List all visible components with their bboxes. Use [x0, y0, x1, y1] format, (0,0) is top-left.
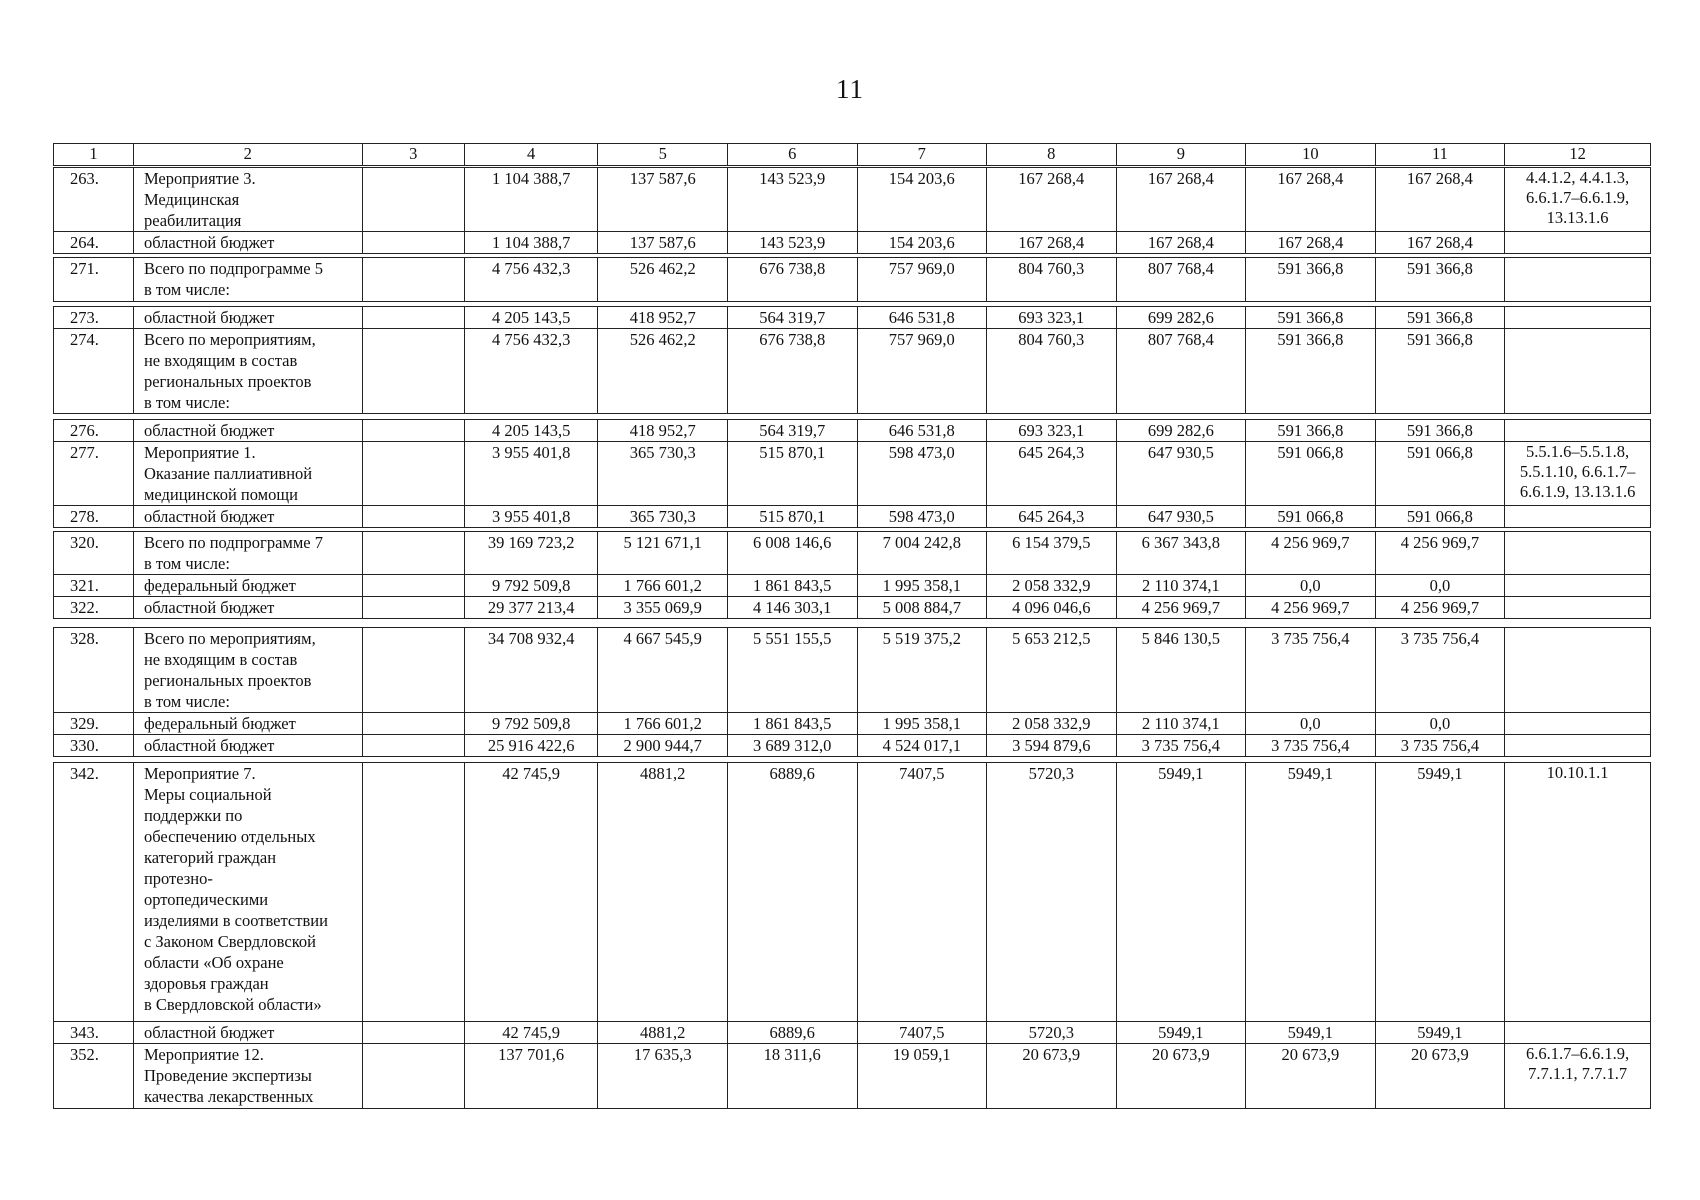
row-number: 278.	[54, 506, 134, 528]
row-number: 321.	[54, 575, 134, 597]
row-name	[133, 1044, 362, 1109]
value-cell: 154 203,6	[857, 168, 987, 232]
col3-cell	[362, 307, 464, 329]
row-name	[133, 532, 362, 575]
target-ref-cell	[1505, 329, 1651, 414]
value-cell: 9 792 509,8	[464, 713, 598, 735]
col3-cell	[362, 713, 464, 735]
row-name-line: Проведение экспертизы	[143, 1066, 312, 1085]
row-name-line: областной бюджет	[143, 598, 275, 617]
value-cell: 4 146 303,1	[727, 597, 857, 619]
table-block	[53, 419, 1651, 528]
col3-cell	[362, 628, 464, 713]
row-number: 276.	[54, 420, 134, 442]
table-row	[54, 258, 1651, 302]
value-cell: 804 760,3	[987, 258, 1117, 302]
row-name-line: Мероприятие 3.	[143, 169, 256, 188]
value-cell: 2 110 374,1	[1116, 575, 1246, 597]
target-ref-cell	[1505, 735, 1651, 757]
target-ref-cell	[1505, 168, 1651, 232]
value-cell: 645 264,3	[987, 442, 1117, 506]
value-cell: 0,0	[1246, 575, 1376, 597]
table-row	[54, 763, 1651, 1022]
row-name	[133, 597, 362, 619]
table-block	[53, 257, 1651, 302]
row-name	[133, 442, 362, 506]
col3-cell	[362, 232, 464, 254]
value-cell: 2 900 944,7	[598, 735, 728, 757]
column-header: 9	[1116, 144, 1246, 166]
table-row	[54, 420, 1651, 442]
target-ref-cell	[1505, 763, 1651, 1022]
value-cell: 4 667 545,9	[598, 628, 728, 713]
value-cell: 4 256 969,7	[1246, 597, 1376, 619]
column-header: 7	[857, 144, 987, 166]
table-row	[54, 232, 1651, 254]
row-name-line: категорий граждан	[143, 848, 277, 867]
row-name-line: ортопедическими	[143, 890, 269, 909]
value-cell: 34 708 932,4	[464, 628, 598, 713]
target-ref-cell	[1505, 628, 1651, 713]
value-cell: 20 673,9	[1246, 1044, 1376, 1109]
value-cell: 646 531,8	[857, 420, 987, 442]
table-block	[53, 167, 1651, 254]
col3-cell	[362, 329, 464, 414]
value-cell: 4 256 969,7	[1246, 532, 1376, 575]
value-cell: 6889,6	[727, 763, 857, 1022]
table-row	[54, 597, 1651, 619]
value-cell: 3 689 312,0	[727, 735, 857, 757]
value-cell: 0,0	[1375, 713, 1505, 735]
target-ref-cell	[1505, 532, 1651, 575]
column-header: 10	[1246, 144, 1376, 166]
table-block	[53, 627, 1651, 757]
value-cell: 418 952,7	[598, 420, 728, 442]
row-name-line: областной бюджет	[143, 233, 275, 252]
value-cell: 7 004 242,8	[857, 532, 987, 575]
value-cell: 515 870,1	[727, 506, 857, 528]
col3-cell	[362, 1044, 464, 1109]
table-row	[54, 713, 1651, 735]
row-name-line: поддержки по	[143, 806, 243, 825]
value-cell: 42 745,9	[464, 763, 598, 1022]
row-name-line: областной бюджет	[143, 308, 275, 327]
value-cell: 591 366,8	[1375, 307, 1505, 329]
value-cell: 5949,1	[1116, 1022, 1246, 1044]
value-cell: 7407,5	[857, 1022, 987, 1044]
value-cell: 526 462,2	[598, 258, 728, 302]
value-cell: 807 768,4	[1116, 258, 1246, 302]
value-cell: 693 323,1	[987, 307, 1117, 329]
value-cell: 167 268,4	[1246, 232, 1376, 254]
value-cell: 647 930,5	[1116, 506, 1246, 528]
row-name-line: изделиями в соответствии	[143, 911, 328, 930]
value-cell: 4 756 432,3	[464, 329, 598, 414]
row-name-line: Меры социальной	[143, 785, 272, 804]
value-cell: 167 268,4	[1116, 232, 1246, 254]
col3-cell	[362, 258, 464, 302]
value-cell: 4 256 969,7	[1375, 597, 1505, 619]
row-name	[133, 713, 362, 735]
value-cell: 154 203,6	[857, 232, 987, 254]
target-ref-cell	[1505, 232, 1651, 254]
column-header: 2	[133, 144, 362, 166]
row-number: 263.	[54, 168, 134, 232]
target-ref-cell	[1505, 597, 1651, 619]
value-cell: 418 952,7	[598, 307, 728, 329]
value-cell: 0,0	[1246, 713, 1376, 735]
table-block	[53, 306, 1651, 414]
value-cell: 757 969,0	[857, 258, 987, 302]
target-ref-cell	[1505, 307, 1651, 329]
value-cell: 2 110 374,1	[1116, 713, 1246, 735]
value-cell: 515 870,1	[727, 442, 857, 506]
value-cell: 591 066,8	[1246, 506, 1376, 528]
table-row	[54, 1022, 1651, 1044]
target-ref-cell	[1505, 1022, 1651, 1044]
value-cell: 167 268,4	[1116, 168, 1246, 232]
target-ref-cell	[1505, 506, 1651, 528]
row-name	[133, 1022, 362, 1044]
value-cell: 42 745,9	[464, 1022, 598, 1044]
value-cell: 137 701,6	[464, 1044, 598, 1109]
row-name	[133, 420, 362, 442]
table-row	[54, 1044, 1651, 1109]
page-number: 11	[836, 74, 864, 104]
value-cell: 699 282,6	[1116, 307, 1246, 329]
value-cell: 3 735 756,4	[1246, 735, 1376, 757]
value-cell: 591 066,8	[1375, 442, 1505, 506]
value-cell: 4 205 143,5	[464, 420, 598, 442]
table-row	[54, 442, 1651, 506]
value-cell: 4 096 046,6	[987, 597, 1117, 619]
value-cell: 6 008 146,6	[727, 532, 857, 575]
col3-cell	[362, 506, 464, 528]
value-cell: 4881,2	[598, 1022, 728, 1044]
row-number: 273.	[54, 307, 134, 329]
row-number: 274.	[54, 329, 134, 414]
table-row	[54, 307, 1651, 329]
target-ref-cell	[1505, 420, 1651, 442]
value-cell: 5 519 375,2	[857, 628, 987, 713]
value-cell: 2 058 332,9	[987, 713, 1117, 735]
value-cell: 5949,1	[1375, 763, 1505, 1022]
table-row	[54, 506, 1651, 528]
table-block	[53, 531, 1651, 619]
column-header: 8	[987, 144, 1117, 166]
value-cell: 4 205 143,5	[464, 307, 598, 329]
col3-cell	[362, 168, 464, 232]
row-name	[133, 329, 362, 414]
value-cell: 20 673,9	[987, 1044, 1117, 1109]
value-cell: 143 523,9	[727, 168, 857, 232]
value-cell: 3 735 756,4	[1375, 628, 1505, 713]
row-name-line: протезно-	[143, 869, 213, 888]
value-cell: 1 104 388,7	[464, 232, 598, 254]
row-name-line: не входящим в состав	[143, 650, 298, 669]
value-cell: 5 846 130,5	[1116, 628, 1246, 713]
value-cell: 5949,1	[1246, 1022, 1376, 1044]
row-name	[133, 735, 362, 757]
value-cell: 3 735 756,4	[1246, 628, 1376, 713]
value-cell: 3 735 756,4	[1375, 735, 1505, 757]
value-cell: 591 366,8	[1375, 258, 1505, 302]
col3-cell	[362, 735, 464, 757]
value-cell: 5949,1	[1116, 763, 1246, 1022]
value-cell: 1 861 843,5	[727, 575, 857, 597]
value-cell: 17 635,3	[598, 1044, 728, 1109]
value-cell: 9 792 509,8	[464, 575, 598, 597]
value-cell: 591 066,8	[1246, 442, 1376, 506]
row-name-line: реабилитация	[143, 211, 242, 230]
column-header: 1	[54, 144, 134, 166]
value-cell: 693 323,1	[987, 420, 1117, 442]
column-header-table	[53, 143, 1651, 166]
target-ref-line: 6.6.1.7–6.6.1.9,	[1526, 1044, 1630, 1063]
value-cell: 804 760,3	[987, 329, 1117, 414]
row-name	[133, 506, 362, 528]
col3-cell	[362, 763, 464, 1022]
value-cell: 591 366,8	[1246, 329, 1376, 414]
value-cell: 6 154 379,5	[987, 532, 1117, 575]
row-name-line: региональных проектов	[143, 671, 312, 690]
value-cell: 365 730,3	[598, 442, 728, 506]
value-cell: 676 738,8	[727, 258, 857, 302]
value-cell: 39 169 723,2	[464, 532, 598, 575]
value-cell: 5 551 155,5	[727, 628, 857, 713]
value-cell: 167 268,4	[1246, 168, 1376, 232]
value-cell: 1 766 601,2	[598, 713, 728, 735]
row-name	[133, 575, 362, 597]
row-name-line: Всего по подпрограмме 5	[143, 259, 323, 278]
value-cell: 591 366,8	[1375, 420, 1505, 442]
target-ref-cell	[1505, 1044, 1651, 1109]
value-cell: 591 366,8	[1375, 329, 1505, 414]
target-ref-cell	[1505, 575, 1651, 597]
value-cell: 167 268,4	[987, 232, 1117, 254]
row-name-line: областной бюджет	[143, 1023, 275, 1042]
value-cell: 6889,6	[727, 1022, 857, 1044]
row-name	[133, 258, 362, 302]
value-cell: 5 121 671,1	[598, 532, 728, 575]
row-name-line: в том числе:	[143, 393, 230, 412]
target-ref-line: 6.6.1.7–6.6.1.9,	[1526, 188, 1630, 207]
row-number: 343.	[54, 1022, 134, 1044]
target-ref-line: 4.4.1.2, 4.4.1.3,	[1526, 168, 1630, 187]
row-name	[133, 763, 362, 1022]
row-name	[133, 168, 362, 232]
value-cell: 526 462,2	[598, 329, 728, 414]
col3-cell	[362, 575, 464, 597]
row-name-line: в том числе:	[143, 692, 230, 711]
target-ref-line: 13.13.1.6	[1546, 208, 1609, 227]
value-cell: 4881,2	[598, 763, 728, 1022]
value-cell: 7407,5	[857, 763, 987, 1022]
table-block	[53, 762, 1651, 1044]
value-cell: 699 282,6	[1116, 420, 1246, 442]
row-name	[133, 628, 362, 713]
value-cell: 137 587,6	[598, 232, 728, 254]
row-name-line: не входящим в состав	[143, 351, 298, 370]
row-name-line: качества лекарственных	[143, 1087, 314, 1106]
value-cell: 5720,3	[987, 763, 1117, 1022]
row-number: 328.	[54, 628, 134, 713]
row-number: 330.	[54, 735, 134, 757]
value-cell: 645 264,3	[987, 506, 1117, 528]
target-ref-cell	[1505, 713, 1651, 735]
row-name-line: Медицинская	[143, 190, 240, 209]
value-cell: 19 059,1	[857, 1044, 987, 1109]
value-cell: 143 523,9	[727, 232, 857, 254]
target-ref-line: 6.6.1.9, 13.13.1.6	[1519, 482, 1636, 501]
value-cell: 4 256 969,7	[1116, 597, 1246, 619]
value-cell: 3 355 069,9	[598, 597, 728, 619]
table-row	[54, 329, 1651, 414]
row-name-line: областной бюджет	[143, 507, 275, 526]
row-name-line: Мероприятие 12.	[143, 1045, 264, 1064]
row-number: 329.	[54, 713, 134, 735]
target-ref-cell	[1505, 442, 1651, 506]
value-cell: 5949,1	[1375, 1022, 1505, 1044]
value-cell: 3 955 401,8	[464, 506, 598, 528]
col3-cell	[362, 597, 464, 619]
row-name	[133, 307, 362, 329]
row-number: 271.	[54, 258, 134, 302]
column-header: 6	[727, 144, 857, 166]
col3-cell	[362, 420, 464, 442]
value-cell: 5 653 212,5	[987, 628, 1117, 713]
value-cell: 137 587,6	[598, 168, 728, 232]
column-header: 4	[464, 144, 598, 166]
row-name-line: здоровья граждан	[143, 974, 269, 993]
value-cell: 1 861 843,5	[727, 713, 857, 735]
value-cell: 167 268,4	[987, 168, 1117, 232]
value-cell: 167 268,4	[1375, 232, 1505, 254]
value-cell: 5 008 884,7	[857, 597, 987, 619]
value-cell: 647 930,5	[1116, 442, 1246, 506]
value-cell: 564 319,7	[727, 420, 857, 442]
value-cell: 25 916 422,6	[464, 735, 598, 757]
row-name-line: Всего по мероприятиям,	[143, 629, 316, 648]
row-number: 342.	[54, 763, 134, 1022]
table-row	[54, 168, 1651, 232]
column-header: 11	[1375, 144, 1505, 166]
table-row	[54, 532, 1651, 575]
value-cell: 591 066,8	[1375, 506, 1505, 528]
row-name-line: области «Об охране	[143, 953, 284, 972]
col3-cell	[362, 532, 464, 575]
col3-cell	[362, 442, 464, 506]
value-cell: 757 969,0	[857, 329, 987, 414]
value-cell: 2 058 332,9	[987, 575, 1117, 597]
value-cell: 167 268,4	[1375, 168, 1505, 232]
row-name-line: Всего по подпрограмме 7	[143, 533, 323, 552]
row-name-line: федеральный бюджет	[143, 714, 296, 733]
value-cell: 591 366,8	[1246, 258, 1376, 302]
row-name-line: Всего по мероприятиям,	[143, 330, 316, 349]
value-cell: 0,0	[1375, 575, 1505, 597]
row-number: 352.	[54, 1044, 134, 1109]
value-cell: 29 377 213,4	[464, 597, 598, 619]
row-name	[133, 232, 362, 254]
value-cell: 4 524 017,1	[857, 735, 987, 757]
value-cell: 20 673,9	[1116, 1044, 1246, 1109]
table-row	[54, 628, 1651, 713]
value-cell: 5949,1	[1246, 763, 1376, 1022]
value-cell: 6 367 343,8	[1116, 532, 1246, 575]
row-number: 277.	[54, 442, 134, 506]
column-header: 3	[362, 144, 464, 166]
value-cell: 18 311,6	[727, 1044, 857, 1109]
value-cell: 3 955 401,8	[464, 442, 598, 506]
value-cell: 4 756 432,3	[464, 258, 598, 302]
value-cell: 598 473,0	[857, 506, 987, 528]
row-name-line: медицинской помощи	[143, 485, 298, 504]
target-ref-line: 5.5.1.6–5.5.1.8,	[1526, 442, 1630, 461]
row-name-line: федеральный бюджет	[143, 576, 296, 595]
table-row	[54, 575, 1651, 597]
value-cell: 1 995 358,1	[857, 713, 987, 735]
row-name-line: Оказание паллиативной	[143, 464, 313, 483]
table-row	[54, 735, 1651, 757]
row-name-line: региональных проектов	[143, 372, 312, 391]
row-name-line: в том числе:	[143, 554, 230, 573]
row-name-line: Мероприятие 1.	[143, 443, 256, 462]
row-name-line: Мероприятие 7.	[143, 764, 256, 783]
value-cell: 1 104 388,7	[464, 168, 598, 232]
row-name-line: областной бюджет	[143, 736, 275, 755]
row-number: 320.	[54, 532, 134, 575]
column-header: 5	[598, 144, 728, 166]
target-ref-line: 5.5.1.10, 6.6.1.7–	[1519, 462, 1636, 481]
value-cell: 3 735 756,4	[1116, 735, 1246, 757]
value-cell: 5720,3	[987, 1022, 1117, 1044]
row-name-line: в том числе:	[143, 280, 230, 299]
row-number: 264.	[54, 232, 134, 254]
value-cell: 1 766 601,2	[598, 575, 728, 597]
value-cell: 564 319,7	[727, 307, 857, 329]
target-ref-line: 7.7.1.1, 7.7.1.7	[1528, 1064, 1628, 1083]
value-cell: 591 366,8	[1246, 420, 1376, 442]
target-ref-line: 10.10.1.1	[1546, 763, 1609, 782]
value-cell: 365 730,3	[598, 506, 728, 528]
row-name-line: в Свердловской области»	[143, 995, 322, 1014]
value-cell: 3 594 879,6	[987, 735, 1117, 757]
value-cell: 1 995 358,1	[857, 575, 987, 597]
row-name-line: обеспечению отдельных	[143, 827, 316, 846]
row-number: 322.	[54, 597, 134, 619]
value-cell: 20 673,9	[1375, 1044, 1505, 1109]
col3-cell	[362, 1022, 464, 1044]
row-name-line: областной бюджет	[143, 421, 275, 440]
value-cell: 676 738,8	[727, 329, 857, 414]
column-header: 12	[1505, 144, 1651, 166]
value-cell: 807 768,4	[1116, 329, 1246, 414]
table-block	[53, 1043, 1651, 1109]
target-ref-cell	[1505, 258, 1651, 302]
row-name-line: с Законом Свердловской	[143, 932, 316, 951]
column-header-row	[54, 144, 1651, 166]
value-cell: 598 473,0	[857, 442, 987, 506]
value-cell: 4 256 969,7	[1375, 532, 1505, 575]
value-cell: 591 366,8	[1246, 307, 1376, 329]
value-cell: 646 531,8	[857, 307, 987, 329]
